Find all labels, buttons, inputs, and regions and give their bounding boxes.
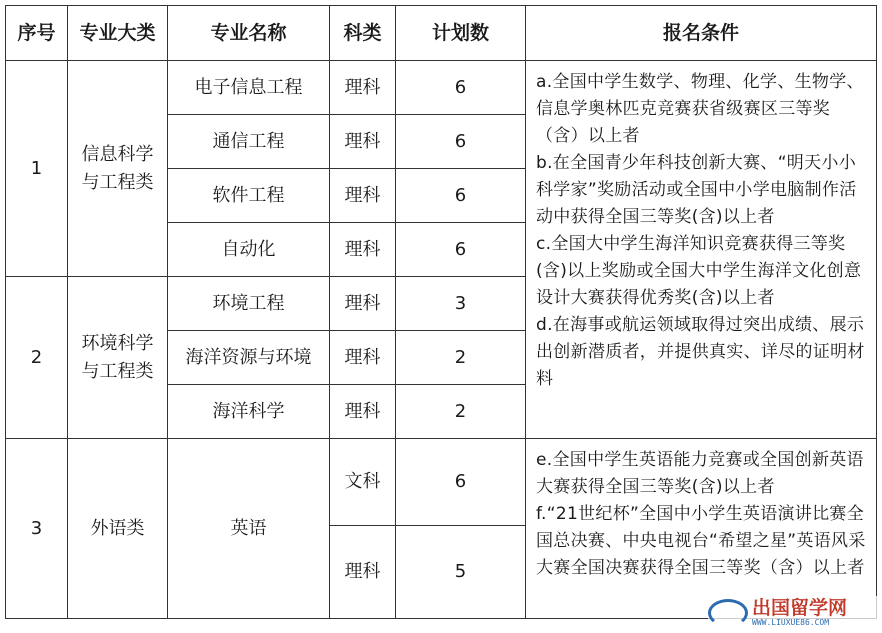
major-name: 海洋科学 (168, 385, 330, 439)
header-plan: 计划数 (396, 6, 526, 61)
plan-count: 6 (396, 223, 526, 277)
category-line: 与工程类 (81, 360, 154, 382)
category-line: 与工程类 (81, 171, 154, 193)
group-index: 3 (6, 439, 68, 619)
subject-type: 理科 (330, 526, 396, 619)
header-index: 序号 (6, 6, 68, 61)
group-category (68, 277, 168, 439)
condition-item: d.在海事或航运领域取得过突出成绩、展示出创新潜质者，并提供真实、详尽的证明材料 (536, 315, 865, 389)
group-category: 外语类 (68, 439, 168, 619)
plan-count: 6 (396, 169, 526, 223)
table-row (6, 439, 877, 526)
globe-icon (708, 599, 748, 627)
header-subject: 科类 (330, 6, 396, 61)
header-category: 专业大类 (68, 6, 168, 61)
condition-item: e.全国中学生英语能力竞赛或全国创新英语大赛获得全国三等奖(含)以上者 (536, 450, 864, 497)
group-category (68, 61, 168, 277)
condition-item: f.“21世纪杯”全国中小学生英语演讲比赛全国总决赛、中央电视台“希望之星”英语风采大赛全国决赛获得全国三等奖（含）以上者 (536, 504, 866, 578)
plan-count: 5 (396, 526, 526, 619)
watermark-sub: WWW.LIUXUE86.COM (752, 618, 830, 627)
subject-type: 理科 (330, 223, 396, 277)
admission-table (5, 5, 877, 619)
subject-type: 理科 (330, 331, 396, 385)
conditions-language (526, 439, 877, 619)
condition-item: b.在全国青少年科技创新大赛、“明天小小科学家”奖励活动或全国中小学电脑制作活动中获得全国三等奖(含)以上者 (536, 153, 857, 227)
major-name: 电子信息工程 (168, 61, 330, 115)
category-line: 信息科学 (81, 143, 154, 165)
plan-count: 6 (396, 439, 526, 526)
group-index: 1 (6, 61, 68, 277)
category-line: 环境科学 (81, 332, 154, 354)
group-index: 2 (6, 277, 68, 439)
watermark-logo (708, 596, 878, 630)
subject-type: 理科 (330, 169, 396, 223)
header-row (6, 6, 877, 61)
major-name: 软件工程 (168, 169, 330, 223)
watermark-main: 出国留学网 (752, 597, 848, 619)
subject-type: 理科 (330, 277, 396, 331)
condition-item: c.全国大中学生海洋知识竞赛获得三等奖(含)以上奖励或全国大中学生海洋文化创意设计大赛获得优秀奖(含)以上者 (536, 234, 862, 308)
major-name: 通信工程 (168, 115, 330, 169)
plan-count: 2 (396, 385, 526, 439)
major-name: 海洋资源与环境 (168, 331, 330, 385)
plan-count: 6 (396, 115, 526, 169)
header-major: 专业名称 (168, 6, 330, 61)
conditions-science (526, 61, 877, 439)
subject-type: 理科 (330, 61, 396, 115)
plan-count: 3 (396, 277, 526, 331)
major-name: 环境工程 (168, 277, 330, 331)
header-conditions: 报名条件 (526, 6, 877, 61)
condition-item: a.全国中学生数学、物理、化学、生物学、信息学奥林匹克竞赛获省级赛区三等奖（含）以上者 (536, 72, 864, 146)
major-name: 自动化 (168, 223, 330, 277)
subject-type: 理科 (330, 115, 396, 169)
table-row (6, 61, 877, 115)
watermark-text (752, 598, 847, 628)
plan-count: 2 (396, 331, 526, 385)
major-name: 英语 (168, 439, 330, 619)
subject-type: 文科 (330, 439, 396, 526)
subject-type: 理科 (330, 385, 396, 439)
plan-count: 6 (396, 61, 526, 115)
